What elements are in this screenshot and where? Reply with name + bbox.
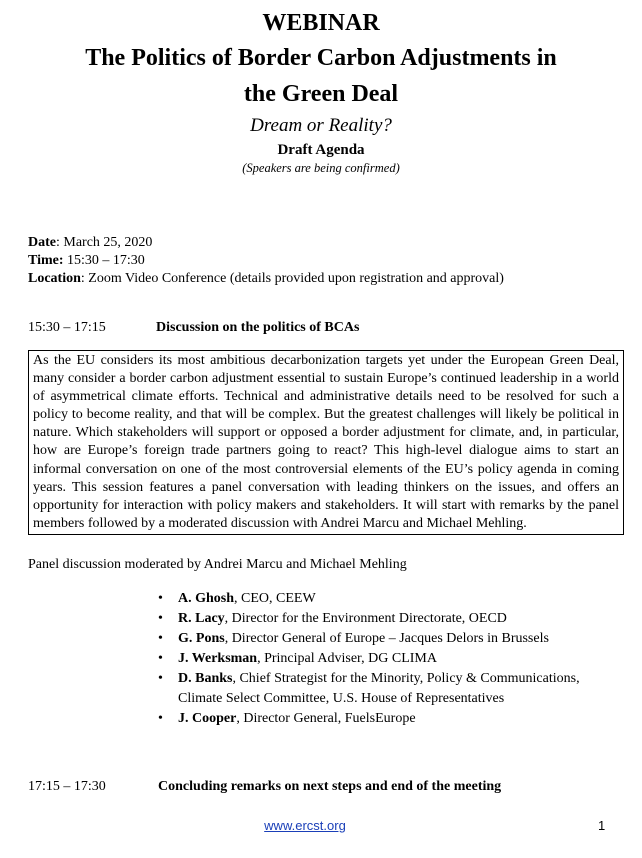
- moderator-line: Panel discussion moderated by Andrei Marcu and Michael Mehling: [28, 557, 407, 572]
- panelist-role: , Director General, FuelsEurope: [236, 711, 416, 726]
- bullet-icon: •: [158, 711, 163, 726]
- panelist-role: , Principal Adviser, DG CLIMA: [257, 651, 437, 666]
- document-subtitle: Dream or Reality?: [250, 115, 392, 136]
- session-2-time: 17:15 – 17:30: [28, 779, 106, 794]
- session-1-time: 15:30 – 17:15: [28, 320, 106, 335]
- location-line: [28, 270, 504, 288]
- list-item: [158, 669, 618, 709]
- panelist-name: J. Werksman: [178, 651, 258, 666]
- list-item: [158, 649, 618, 669]
- panelist-name: D. Banks: [178, 671, 233, 686]
- title-line-2: the Green Deal: [243, 81, 399, 107]
- date-label: Date: [28, 235, 56, 250]
- bullet-icon: •: [158, 611, 163, 626]
- website-link[interactable]: www.ercst.org: [264, 818, 346, 833]
- panelist-name: A. Ghosh: [178, 591, 235, 606]
- document-header: [0, 8, 642, 176]
- panel-list: [158, 589, 618, 729]
- event-details: [28, 234, 504, 288]
- date-line: [28, 234, 504, 252]
- list-item: [158, 589, 618, 609]
- bullet-icon: •: [158, 651, 163, 666]
- panelist-name: G. Pons: [178, 631, 225, 646]
- time-line: [28, 252, 504, 270]
- panelist-role: , Chief Strategist for the Minority, Policy & Communications, Climate Select Committee, U.S. House of Representatives: [178, 671, 580, 706]
- session-description: As the EU considers its most ambitious decarbonization targets yet under the European Green Deal, many consider a border carbon adjustment essential to sustain Europe’s continued leadership in a world of asymmetrical climate efforts. Technical and administrative details need to be resolved for such a policy to become reality, and that will be complex. But the greatest challenges will likely be political in nature. Which stakeholders will support or opposed a border adjustment for climate, and, in particular, how are Europe’s foreign trade partners going to react? This high-level dialogue aims to start an informal conversation on one of the most controversial elements of the EU’s policy agenda in coming years. This session features a panel conversation with leading thinkers on the issues, and offers an opportunity for interaction with policy makers and stakeholders. It will start with remarks by the panel members followed by a moderated discussion with Andrei Marcu and Michael Mehling.: [28, 350, 624, 535]
- panelist-role: , Director General of Europe – Jacques Delors in Brussels: [224, 631, 549, 646]
- time-label: Time:: [28, 253, 64, 268]
- bullet-icon: •: [158, 591, 163, 606]
- list-item: [158, 629, 618, 649]
- date-value: : March 25, 2020: [56, 235, 153, 250]
- location-value: : Zoom Video Conference (details provided upon registration and approval): [80, 271, 504, 286]
- session-2-title: Concluding remarks on next steps and end of the meeting: [158, 779, 502, 794]
- bullet-icon: •: [158, 631, 163, 646]
- panelist-name: J. Cooper: [178, 711, 237, 726]
- bullet-icon: •: [158, 671, 163, 686]
- panelist-name: R. Lacy: [178, 611, 225, 626]
- panelist-role: , Director for the Environment Directorate, OECD: [224, 611, 507, 626]
- title-line-1: The Politics of Border Carbon Adjustments in: [85, 45, 557, 71]
- page-number: 1: [598, 818, 606, 833]
- document-title: [0, 40, 642, 112]
- panelist-role: , CEO, CEEW: [234, 591, 316, 606]
- speakers-note: (Speakers are being confirmed): [242, 161, 400, 175]
- location-label: Location: [28, 271, 81, 286]
- session-1-title: Discussion on the politics of BCAs: [156, 320, 360, 335]
- list-item: [158, 609, 618, 629]
- time-value: 15:30 – 17:30: [63, 253, 145, 268]
- draft-agenda-label: Draft Agenda: [277, 142, 365, 158]
- webinar-label: WEBINAR: [262, 10, 380, 36]
- list-item: [158, 709, 618, 729]
